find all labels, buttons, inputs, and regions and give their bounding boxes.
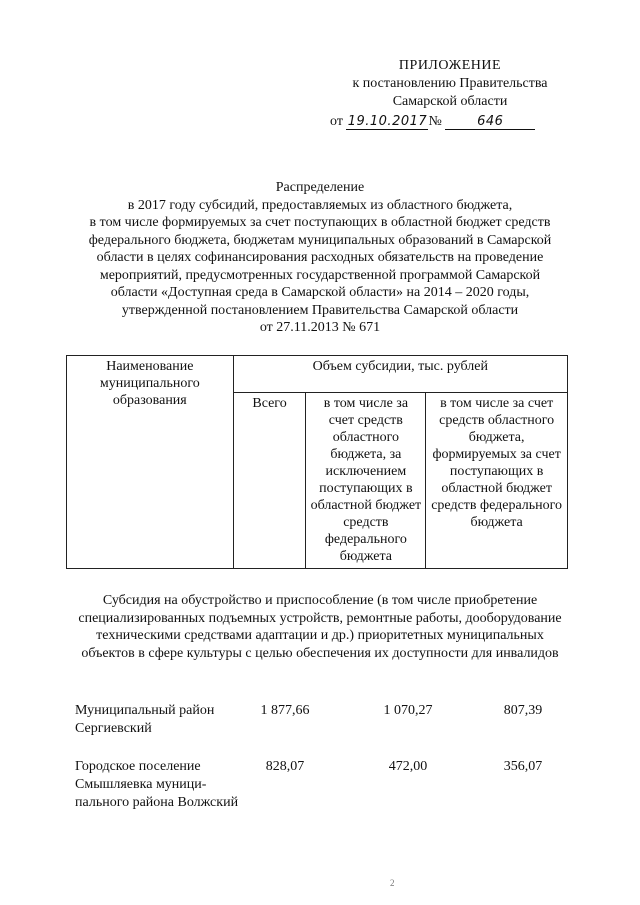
page-number: 2 xyxy=(390,878,395,888)
header-total: Всего xyxy=(233,393,306,569)
value-total: 1 877,66 xyxy=(260,703,310,718)
municipality-name: Муниципальный район Сергиевский xyxy=(75,703,215,736)
value-federal: 807,39 xyxy=(503,703,543,718)
heading-line-7: области «Доступная среда в Самарской области» на 2014 – 2020 годы, xyxy=(110,285,530,300)
appendix-line-1: к постановлению Правительства xyxy=(352,76,548,91)
heading-line-2: в 2017 году субсидий, предоставляемых из областного бюджета, xyxy=(127,197,513,213)
header-municipality: Наименование муниципального образования xyxy=(67,356,234,569)
header-volume: Объем субсидии, тыс. рублей xyxy=(233,356,567,393)
value-regional: 472,00 xyxy=(388,759,428,774)
section-title: Субсидия на обустройство и приспособление (в том числе приобретение специализированных подъемных устройств, ремонтные работы, дооборудование техническими средствами адаптации и др.) приоритетных муниципальных объектов в сфере культуры с целью обеспечения их доступности для инвалидов xyxy=(78,593,562,661)
handwritten-date: 19.10.2017 xyxy=(347,114,428,129)
heading-line-3: в том числе формируемых за счет поступающих в областной бюджет средств xyxy=(89,215,551,230)
value-total: 828,07 xyxy=(265,759,305,774)
header-regional: в том числе за счет средств областного бюджета, за исключением поступающих в областной бюджет средств федерального бюджета xyxy=(306,393,426,569)
appendix-line-2: Самарской области xyxy=(392,94,508,109)
date-prefix: от xyxy=(330,114,343,129)
heading-line-6: мероприятий, предусмотренных государственной программой Самарской xyxy=(99,267,541,283)
heading-line-1: Распределение xyxy=(275,180,365,195)
appendix-title: ПРИЛОЖЕНИЕ xyxy=(398,58,502,73)
appendix-date-line xyxy=(330,113,570,131)
appendix-block xyxy=(330,57,570,131)
heading-line-4: федерального бюджета, бюджетам муниципальных образований в Самарской xyxy=(88,232,552,248)
municipality-name: Городское поселение Смышляевка муници-пального района Волжский xyxy=(75,759,239,810)
number-prefix: № xyxy=(428,114,442,129)
heading-line-8: утвержденной постановлением Правительства Самарской области xyxy=(121,302,519,318)
document-heading xyxy=(70,179,570,337)
heading-line-9: от 27.11.2013 № 671 xyxy=(259,320,381,335)
heading-line-5: области в целях софинансирования расходных обязательств на проведение xyxy=(96,250,544,265)
value-regional: 1 070,27 xyxy=(383,703,433,718)
subsidy-table-header xyxy=(66,355,568,569)
value-federal: 356,07 xyxy=(503,759,543,774)
header-federal: в том числе за счет средств областного бюджета, формируемых за счет поступающих в областной бюджет средств федерального бюджета xyxy=(426,393,568,569)
handwritten-number: 646 xyxy=(445,114,535,130)
